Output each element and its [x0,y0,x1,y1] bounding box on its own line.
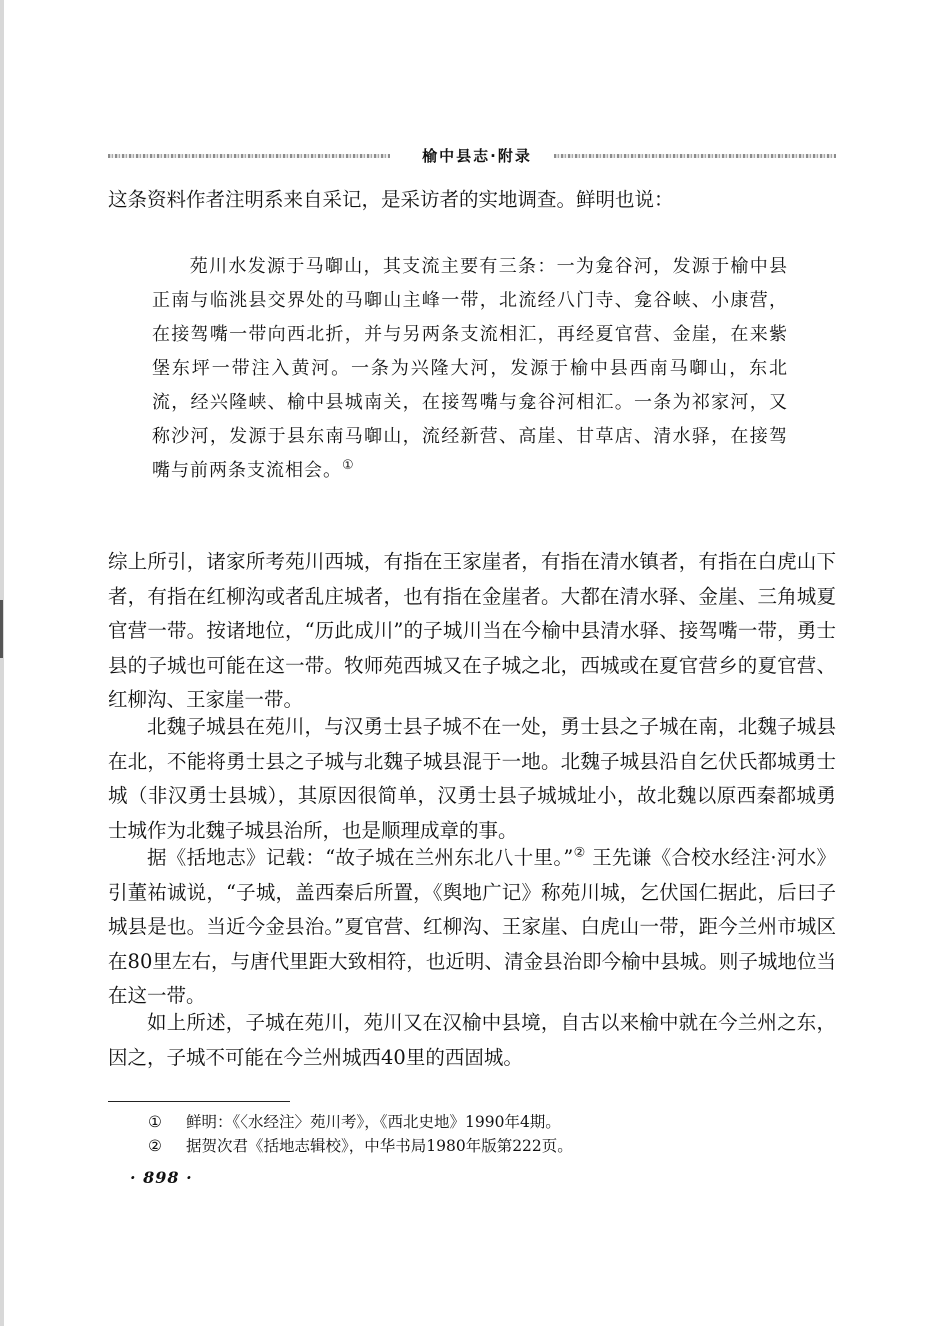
body-paragraph-3-part-a: 据《括地志》记载：“故子城在兰州东北八十里。” [147,846,574,869]
block-quote-text: 苑川水发源于马啣山，其支流主要有三条：一为龛谷河，发源于榆中县正南与临洮县交界处的马啣山主峰一带，北流经八门寺、龛谷峡、小康营，在接驾嘴一带向西北折，并与另两条支流相汇，再经夏官营、金崖，在来紫堡东坪一带注入黄河。一条为兴隆大河，发源于榆中县西南马啣山，东北流，经兴隆峡、榆中县城南关，在接驾嘴与龛谷河相汇。一条为祁家河，又称沙河，发源于县东南马啣山，流经新营、高崖、甘草店、清水驿，在接驾嘴与前两条支流相会。 [152,256,788,481]
body-paragraph-1: 综上所引，诸家所考苑川西城，有指在王家崖者，有指在清水镇者，有指在白虎山下者，有指在红柳沟或者乱庄城者，也有指在金崖者。大都在清水驿、金崖、三角城夏官营一带。按诸地位，“历此成川”的子城川当在今榆中县清水驿、接驾嘴一带，勇士县的子城也可能在这一带。牧师苑西城又在子城之北，西城或在夏官营乡的夏官营、红柳沟、王家崖一带。 [108,550,836,711]
header-rule-right [554,154,836,158]
footnote-2-text: 据贺次君《括地志辑校》，中华书局1980年版第222页。 [186,1137,573,1155]
footnote-divider [108,1101,290,1102]
body-paragraph-3 [108,841,836,1014]
footnote-2-mark: ② [148,1137,162,1155]
footnote-1 [148,1110,838,1134]
footnote-1-mark: ① [148,1113,162,1131]
footnotes [148,1110,838,1158]
body-paragraph-2: 北魏子城县在苑川，与汉勇士县子城不在一处，勇士县之子城在南，北魏子城县在北，不能将勇士县之子城与北魏子城县混于一地。北魏子城县沿自乞伏氏都城勇士城（非汉勇士县城），其原因很简单，汉勇士县子城城址小，故北魏以原西秦都城勇士城作为北魏子城县治所，也是顺理成章的事。 [108,715,836,842]
body-paragraph-3-part-b: 王先谦《合校水经注·河水》引董祐诚说，“子城，盖西秦后所置，《舆地广记》称苑川城，乞伏国仁据此，后曰子城县是也。当近今金县治。”夏官营、红柳沟、王家崖、白虎山一带，距今兰州市城区在80里左右，与唐代里距大致相符，也近明、清金县治即今榆中县城。则子城地位当在这一带。 [108,846,836,1007]
header-title: 榆中县志·附录 [422,147,532,165]
body-paragraph-4: 如上所述，子城在苑川，苑川又在汉榆中县境，自古以来榆中就在今兰州之东，因之，子城不可能在今兰州城西40里的西固城。 [108,1011,836,1069]
footnote-ref-2: ② [573,845,586,861]
scan-artifact [0,600,3,658]
footnote-ref-1: ① [342,458,355,473]
block-quote [152,250,788,488]
scan-edge [0,0,4,1326]
page-number: · 898 · [130,1168,193,1187]
running-header [108,146,836,168]
footnote-1-text: 鲜明：《〈水经注〉苑川考》，《西北史地》1990年4期。 [186,1113,561,1131]
header-rule-left [108,154,390,158]
footnote-2 [148,1134,838,1158]
intro-paragraph: 这条资料作者注明系来自采记，是采访者的实地调查。鲜明也说： [108,188,674,211]
